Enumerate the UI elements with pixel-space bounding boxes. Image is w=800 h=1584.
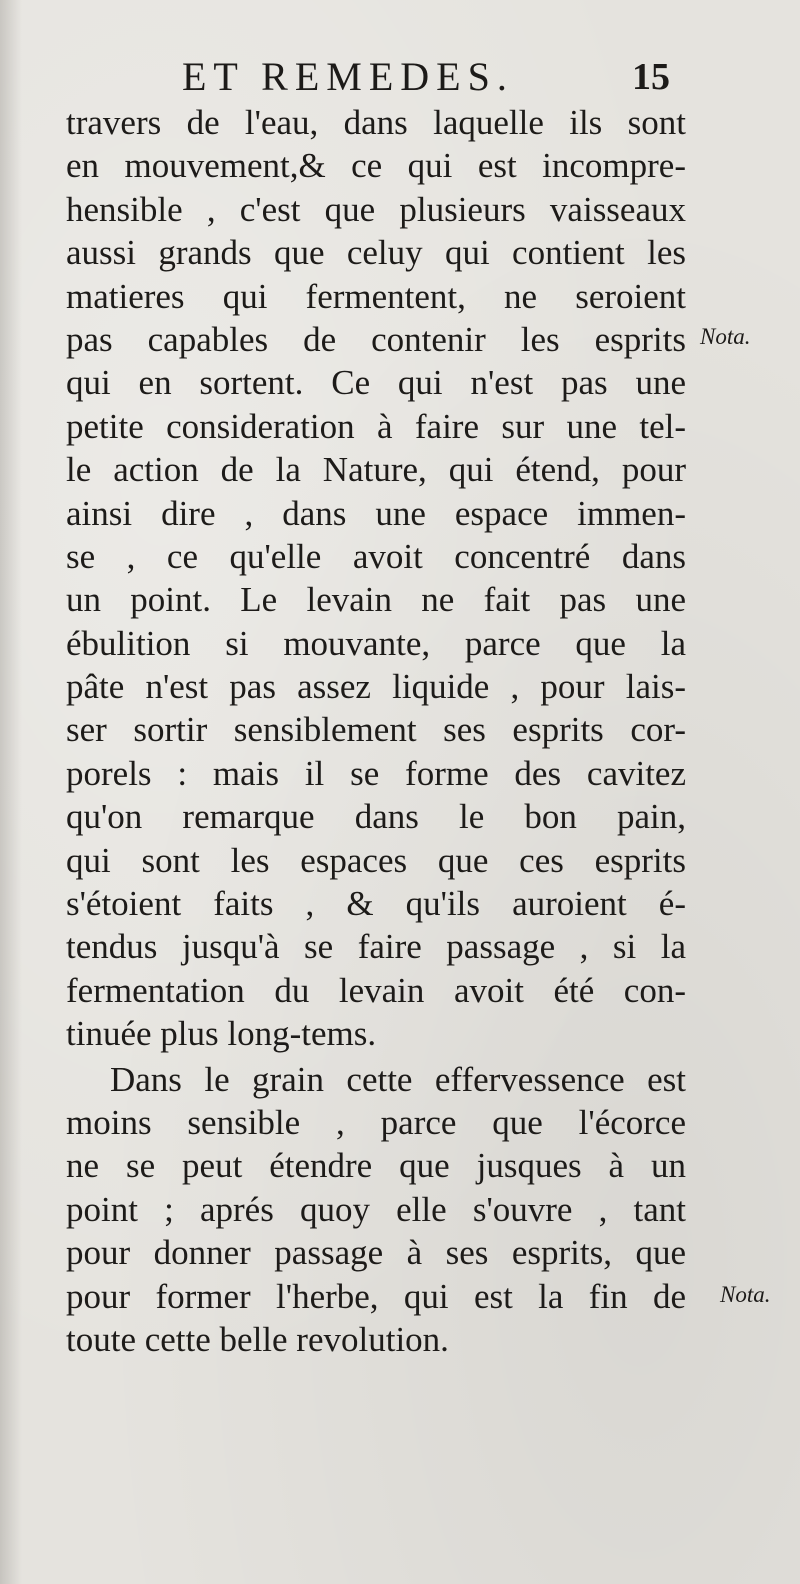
text-line: tendus jusqu'à se faire passage , si la bbox=[66, 927, 686, 967]
text-line: fermentation du levain avoit été con- bbox=[66, 970, 686, 1010]
page-gutter-shadow bbox=[0, 0, 22, 1584]
text-line: ser sortir sensiblement ses esprits cor- bbox=[66, 710, 686, 750]
running-title: ET REMEDES. bbox=[182, 54, 514, 99]
text-line: ne se peut étendre que jusques à un bbox=[66, 1146, 686, 1186]
text-line: un point. Le levain ne fait pas une bbox=[66, 580, 686, 620]
text-line: le action de la Nature, qui étend, pour bbox=[66, 450, 686, 490]
running-head bbox=[160, 52, 680, 102]
text-line: hensible , c'est que plusieurs vaisseaux bbox=[66, 189, 686, 229]
text-line: toute cette belle revolution. bbox=[66, 1319, 449, 1359]
margin-note: Nota. bbox=[700, 324, 751, 349]
text-line: pâte n'est pas assez liquide , pour lais- bbox=[66, 667, 686, 707]
text-line: en mouvement,& ce qui est incompre- bbox=[66, 146, 686, 186]
text-line: pour former l'herbe, qui est la fin de bbox=[66, 1276, 686, 1316]
text-line: qui en sortent. Ce qui n'est pas une bbox=[66, 363, 686, 403]
text-line: point ; aprés quoy elle s'ouvre , tant bbox=[66, 1189, 686, 1229]
text-line: pas capables de contenir les esprits bbox=[66, 319, 686, 359]
text-line: porels : mais il se forme des cavitez bbox=[66, 753, 686, 793]
text-line: qui sont les espaces que ces esprits bbox=[66, 840, 686, 880]
text-line: ainsi dire , dans une espace immen- bbox=[66, 493, 686, 533]
margin-note: Nota. bbox=[720, 1282, 771, 1307]
text-line: moins sensible , parce que l'écorce bbox=[66, 1102, 686, 1142]
text-line: tinuée plus long-tems. bbox=[66, 1014, 377, 1054]
text-line: Dans le grain cette effervessence est bbox=[110, 1059, 686, 1099]
text-line: aussi grands que celuy qui contient les bbox=[66, 233, 686, 273]
paragraph bbox=[66, 1058, 686, 1362]
body-text bbox=[66, 101, 686, 1361]
paragraph bbox=[66, 101, 686, 1056]
text-line: ébulition si mouvante, parce que la bbox=[66, 623, 686, 663]
text-line: petite consideration à faire sur une tel- bbox=[66, 406, 686, 446]
page-number: 15 bbox=[632, 56, 670, 98]
text-line: qu'on remarque dans le bon pain, bbox=[66, 797, 686, 837]
text-line: travers de l'eau, dans laquelle ils sont bbox=[66, 103, 686, 142]
text-line: se , ce qu'elle avoit concentré dans bbox=[66, 536, 686, 576]
text-line: pour donner passage à ses esprits, que bbox=[66, 1233, 686, 1273]
text-line: matieres qui fermentent, ne seroient bbox=[66, 276, 686, 316]
text-line: s'étoient faits , & qu'ils auroient é- bbox=[66, 884, 686, 924]
